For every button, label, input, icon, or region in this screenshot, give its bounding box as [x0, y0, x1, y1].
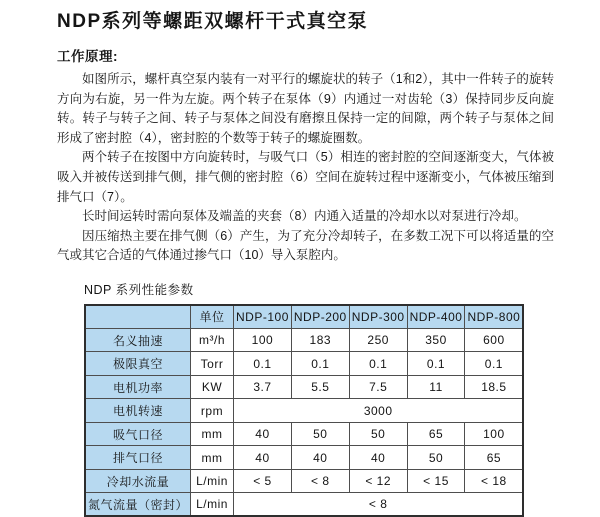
- cell-value: 100: [234, 328, 292, 352]
- row-unit: KW: [191, 375, 234, 399]
- cell-value: 0.1: [234, 352, 292, 376]
- table-header-row: [85, 305, 523, 329]
- cell-value: 0.1: [349, 352, 407, 376]
- cell-value: 7.5: [349, 375, 407, 399]
- table-row-exhaust-diameter: [85, 446, 523, 470]
- table-row-motor-power: [85, 375, 523, 399]
- cell-value: 0.1: [407, 352, 465, 376]
- corner-cell: [85, 305, 191, 329]
- table-row-cooling-water-flow: [85, 469, 523, 493]
- row-unit: L/min: [191, 493, 234, 517]
- row-label: 极限真空: [85, 352, 191, 376]
- table-row-nitrogen-flow-seal: [85, 493, 523, 517]
- cell-value: < 18: [465, 469, 523, 493]
- cell-value: 40: [291, 446, 349, 470]
- performance-parameters-table: [84, 304, 524, 517]
- table-caption: NDP 系列性能参数: [84, 282, 194, 297]
- cell-value: 40: [234, 422, 292, 446]
- table-row-pumping-speed: [85, 328, 523, 352]
- paragraph-3: 长时间运转时需向泵体及端盖的夹套（8）内通入适量的冷却水以对泵进行冷却。: [82, 209, 527, 224]
- cell-value: 250: [349, 328, 407, 352]
- row-label: 排气口径: [85, 446, 191, 470]
- column-header-model: NDP-400: [407, 305, 465, 329]
- cell-value: 183: [291, 328, 349, 352]
- cell-value: 11: [407, 375, 465, 399]
- section-heading-working-principle: 工作原理:: [57, 49, 118, 64]
- column-header-model: NDP-200: [291, 305, 349, 329]
- table-row-inlet-diameter: [85, 422, 523, 446]
- row-unit: mm: [191, 422, 234, 446]
- row-unit: rpm: [191, 399, 234, 423]
- cell-value: 600: [465, 328, 523, 352]
- cell-value: < 5: [234, 469, 292, 493]
- row-label: 名义抽速: [85, 328, 191, 352]
- cell-value: 0.1: [465, 352, 523, 376]
- row-unit: m³/h: [191, 328, 234, 352]
- cell-value: 50: [407, 446, 465, 470]
- row-label: 电机转速: [85, 399, 191, 423]
- paragraph-1: 如图所示，螺杆真空泵内装有一对平行的螺旋状的转子（1和2），其中一件转子的旋转方向为右旋，另一件为左旋。两个转子在泵体（9）内通过一对齿轮（3）保持同步反向旋转。转子与转子之间、转子与泵体之间没有磨擦且保持一定的间隙，两个转子与泵体之间形成了密封腔（4），密封腔的个数等于转子的螺旋圈数。: [57, 72, 554, 145]
- row-label: 冷却水流量: [85, 469, 191, 493]
- paragraph-4: 因压缩热主要在排气侧（6）产生，为了充分冷却转子，在多数工况下可以将适量的空气或其它合适的气体通过掺气口（10）导入泵腔内。: [57, 228, 554, 263]
- cell-value: < 15: [407, 469, 465, 493]
- cell-value: 0.1: [291, 352, 349, 376]
- row-label: 吸气口径: [85, 422, 191, 446]
- cell-value: 3.7: [234, 375, 292, 399]
- row-label: 氮气流量（密封）: [85, 493, 191, 517]
- cell-value: < 12: [349, 469, 407, 493]
- cell-value: 40: [234, 446, 292, 470]
- cell-value: 50: [349, 422, 407, 446]
- cell-value: 100: [465, 422, 523, 446]
- row-unit: Torr: [191, 352, 234, 376]
- page-title: NDP系列等螺距双螺杆干式真空泵: [57, 11, 369, 32]
- cell-value: < 8: [291, 469, 349, 493]
- table-row-ultimate-vacuum: [85, 352, 523, 376]
- column-header-unit: 单位: [191, 305, 234, 329]
- cell-value: 18.5: [465, 375, 523, 399]
- paragraph-2: 两个转子在按图中方向旋转时，与吸气口（5）相连的密封腔的空间逐渐变大，气体被吸入并被传送到排气侧，排气侧的密封腔（6）空间在旋转过程中逐渐变小，气体被压缩到排气口（7）。: [57, 150, 554, 204]
- table-row-motor-speed: [85, 399, 523, 423]
- cell-value: 65: [407, 422, 465, 446]
- row-unit: mm: [191, 446, 234, 470]
- cell-value: 40: [349, 446, 407, 470]
- row-unit: L/min: [191, 469, 234, 493]
- cell-value: 65: [465, 446, 523, 470]
- cell-value: 50: [291, 422, 349, 446]
- cell-value-merged: < 8: [234, 493, 524, 517]
- column-header-model: NDP-800: [465, 305, 523, 329]
- cell-value-merged: 3000: [234, 399, 524, 423]
- cell-value: 5.5: [291, 375, 349, 399]
- working-principle-text: [57, 70, 554, 266]
- row-label: 电机功率: [85, 375, 191, 399]
- cell-value: 350: [407, 328, 465, 352]
- column-header-model: NDP-100: [234, 305, 292, 329]
- column-header-model: NDP-300: [349, 305, 407, 329]
